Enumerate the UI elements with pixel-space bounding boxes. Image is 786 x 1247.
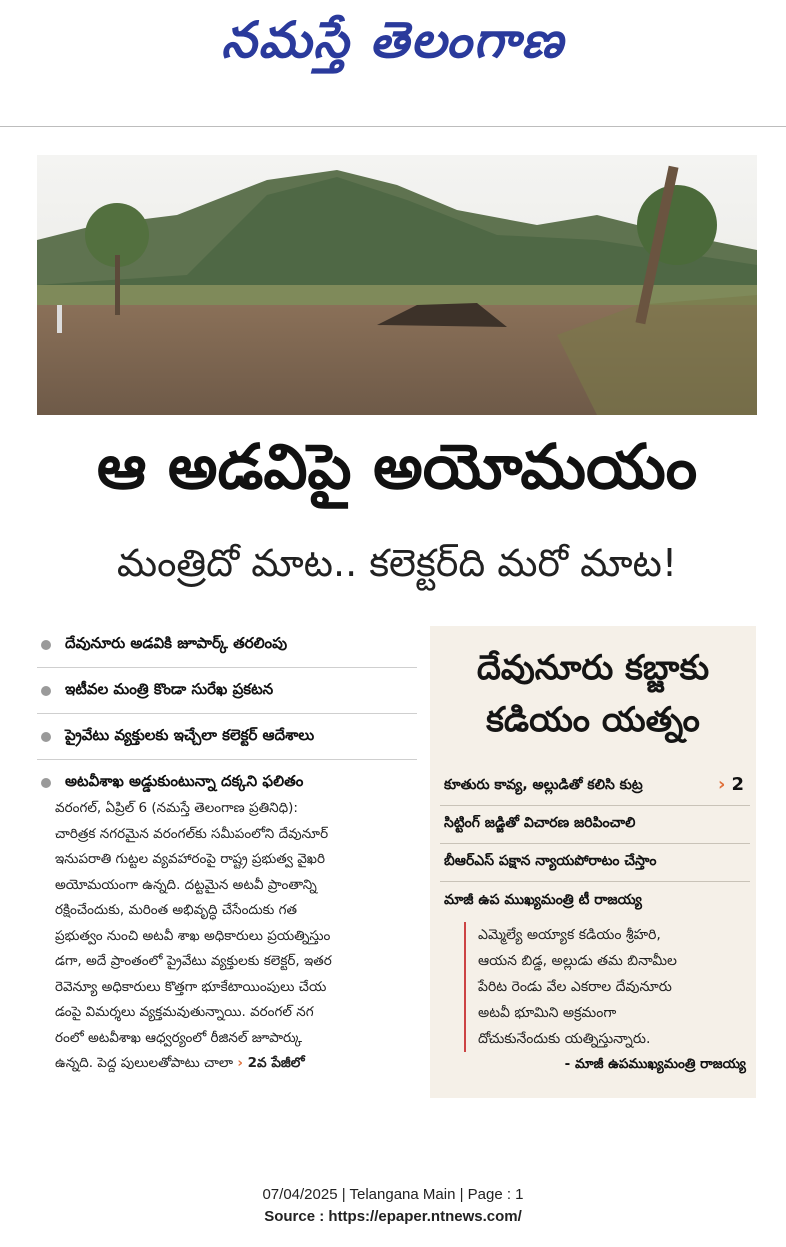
article-line: డగా, అదే ప్రాంతంలో ప్రైవేటు వ్యక్తులకు కలెక్టర్‌, ఇతర [55,953,332,969]
hill-landscape-image [37,155,757,415]
sidebar-point: బీఆర్‌ఎస్‌ పక్షాన న్యాయపోరాటం చేస్తాం [440,844,750,882]
quote-attribution: - మాజీ ఉపముఖ్యమంత్రి రాజయ్య [564,1056,746,1072]
sidebar-point: కూతురు కావ్య, అల్లుడితో కలిసి కుట్ర › 2 [440,768,750,806]
bullet-item: అటవీశాఖ అడ్డుకుంటున్నా దక్కని ఫలితం [37,760,417,806]
article-line: రెవెన్యూ అధికారులు కొత్తగా భూకేటాయింపులు చేయ [55,978,327,995]
sidebar-box [430,626,756,1098]
masthead [0,0,786,128]
bullet-dot-icon [41,686,51,696]
sidebar-point: సిట్టింగ్‌ జడ్జితో విచారణ జరిపించాలి [440,806,750,844]
bullet-dot-icon [41,778,51,788]
article-last-line: ఉన్నది. పెద్ద పులులతోపాటు చాలా › 2వ పేజీలో [55,1055,305,1071]
article-line: చారిత్రక నగరమైన వరంగల్‌కు సమీపంలోని దేవునూర్‌ [55,825,329,842]
article-line: రంలో అటవీశాఖ ఆధ్వర్యంలో రీజినల్‌ జూపార్కు [55,1029,303,1046]
article-photo [37,155,757,415]
article-line: వరంగల్‌, ఏప్రిల్‌ 6 (నమస్తే తెలంగాణ ప్రతినిధి): [55,800,298,816]
main-headline: ఆ అడవిపై అయోమయం [96,430,698,503]
sidebar-quote: ఎమ్మెల్యే అయ్యాక కడియం శ్రీహరి, ఆయన బిడ్డ, అల్లుడు తమ బినామీల పేరిట రెండు వేల ఎకరాల దేవునూరు అటవీ భూమిని అక్రమంగా దోచుకునేందుకు యత్నిస్తున్నారు. [464,922,748,1052]
bullet-dot-icon [41,640,51,650]
sidebar-title: దేవునూరు కబ్జాకు కడియం యత్నం [476,648,710,740]
continued-link[interactable]: › 2వ పేజీలో [237,1055,305,1071]
chevron-right-icon: › [718,774,726,795]
sub-headline: మంత్రిదో మాట.. కలెక్టర్‌ది మరో మాట! [116,541,678,585]
page-footer [0,1184,786,1228]
article-line: రక్షించేందుకు, మరింత అభివృద్ధి చేసేందుకు గత [55,902,298,918]
newspaper-logo: నమస్తే తెలంగాణ [221,10,565,69]
bullet-item: దేవునూరు అడవికి జూపార్క్‌ తరలింపు [37,622,417,668]
footer-date-page: 07/04/2025 | Telangana Main | Page : 1 [262,1186,524,1203]
chevron-right-icon: › [237,1055,243,1071]
article-line: అయోమయంగా ఉన్నది. దట్టమైన అటవీ ప్రాంతాన్ని [55,876,317,893]
bullet-item: ఇటీవల మంత్రి కొండా సురేఖ ప్రకటన [37,668,417,714]
highlight-bullets [37,622,417,806]
article-body [55,796,407,1077]
masthead-divider [0,126,786,127]
article-line: ప్రభుత్వం నుంచి అటవీ శాఖ అధికారులు ప్రయత్నిస్తుం [55,927,331,944]
sidebar-points [440,768,750,920]
bullet-item: ప్రైవేటు వ్యక్తులకు ఇచ్చేలా కలెక్టర్‌ ఆదేశాలు [37,714,417,760]
page-reference[interactable]: › 2 [718,774,744,795]
article-line: ఇనుపరాతి గుట్టల వ్యవహారంపై రాష్ట్ర ప్రభుత్వ వైఖరి [55,851,326,867]
footer-source-link[interactable]: Source : https://epaper.ntnews.com/ [264,1208,522,1225]
bullet-dot-icon [41,732,51,742]
sidebar-point: మాజీ ఉప ముఖ్యమంత్రి టీ రాజయ్య [444,891,642,908]
article-line: డంపై విమర్శలు వ్యక్తమవుతున్నాయి. వరంగల్‌ నగ [55,1004,314,1020]
